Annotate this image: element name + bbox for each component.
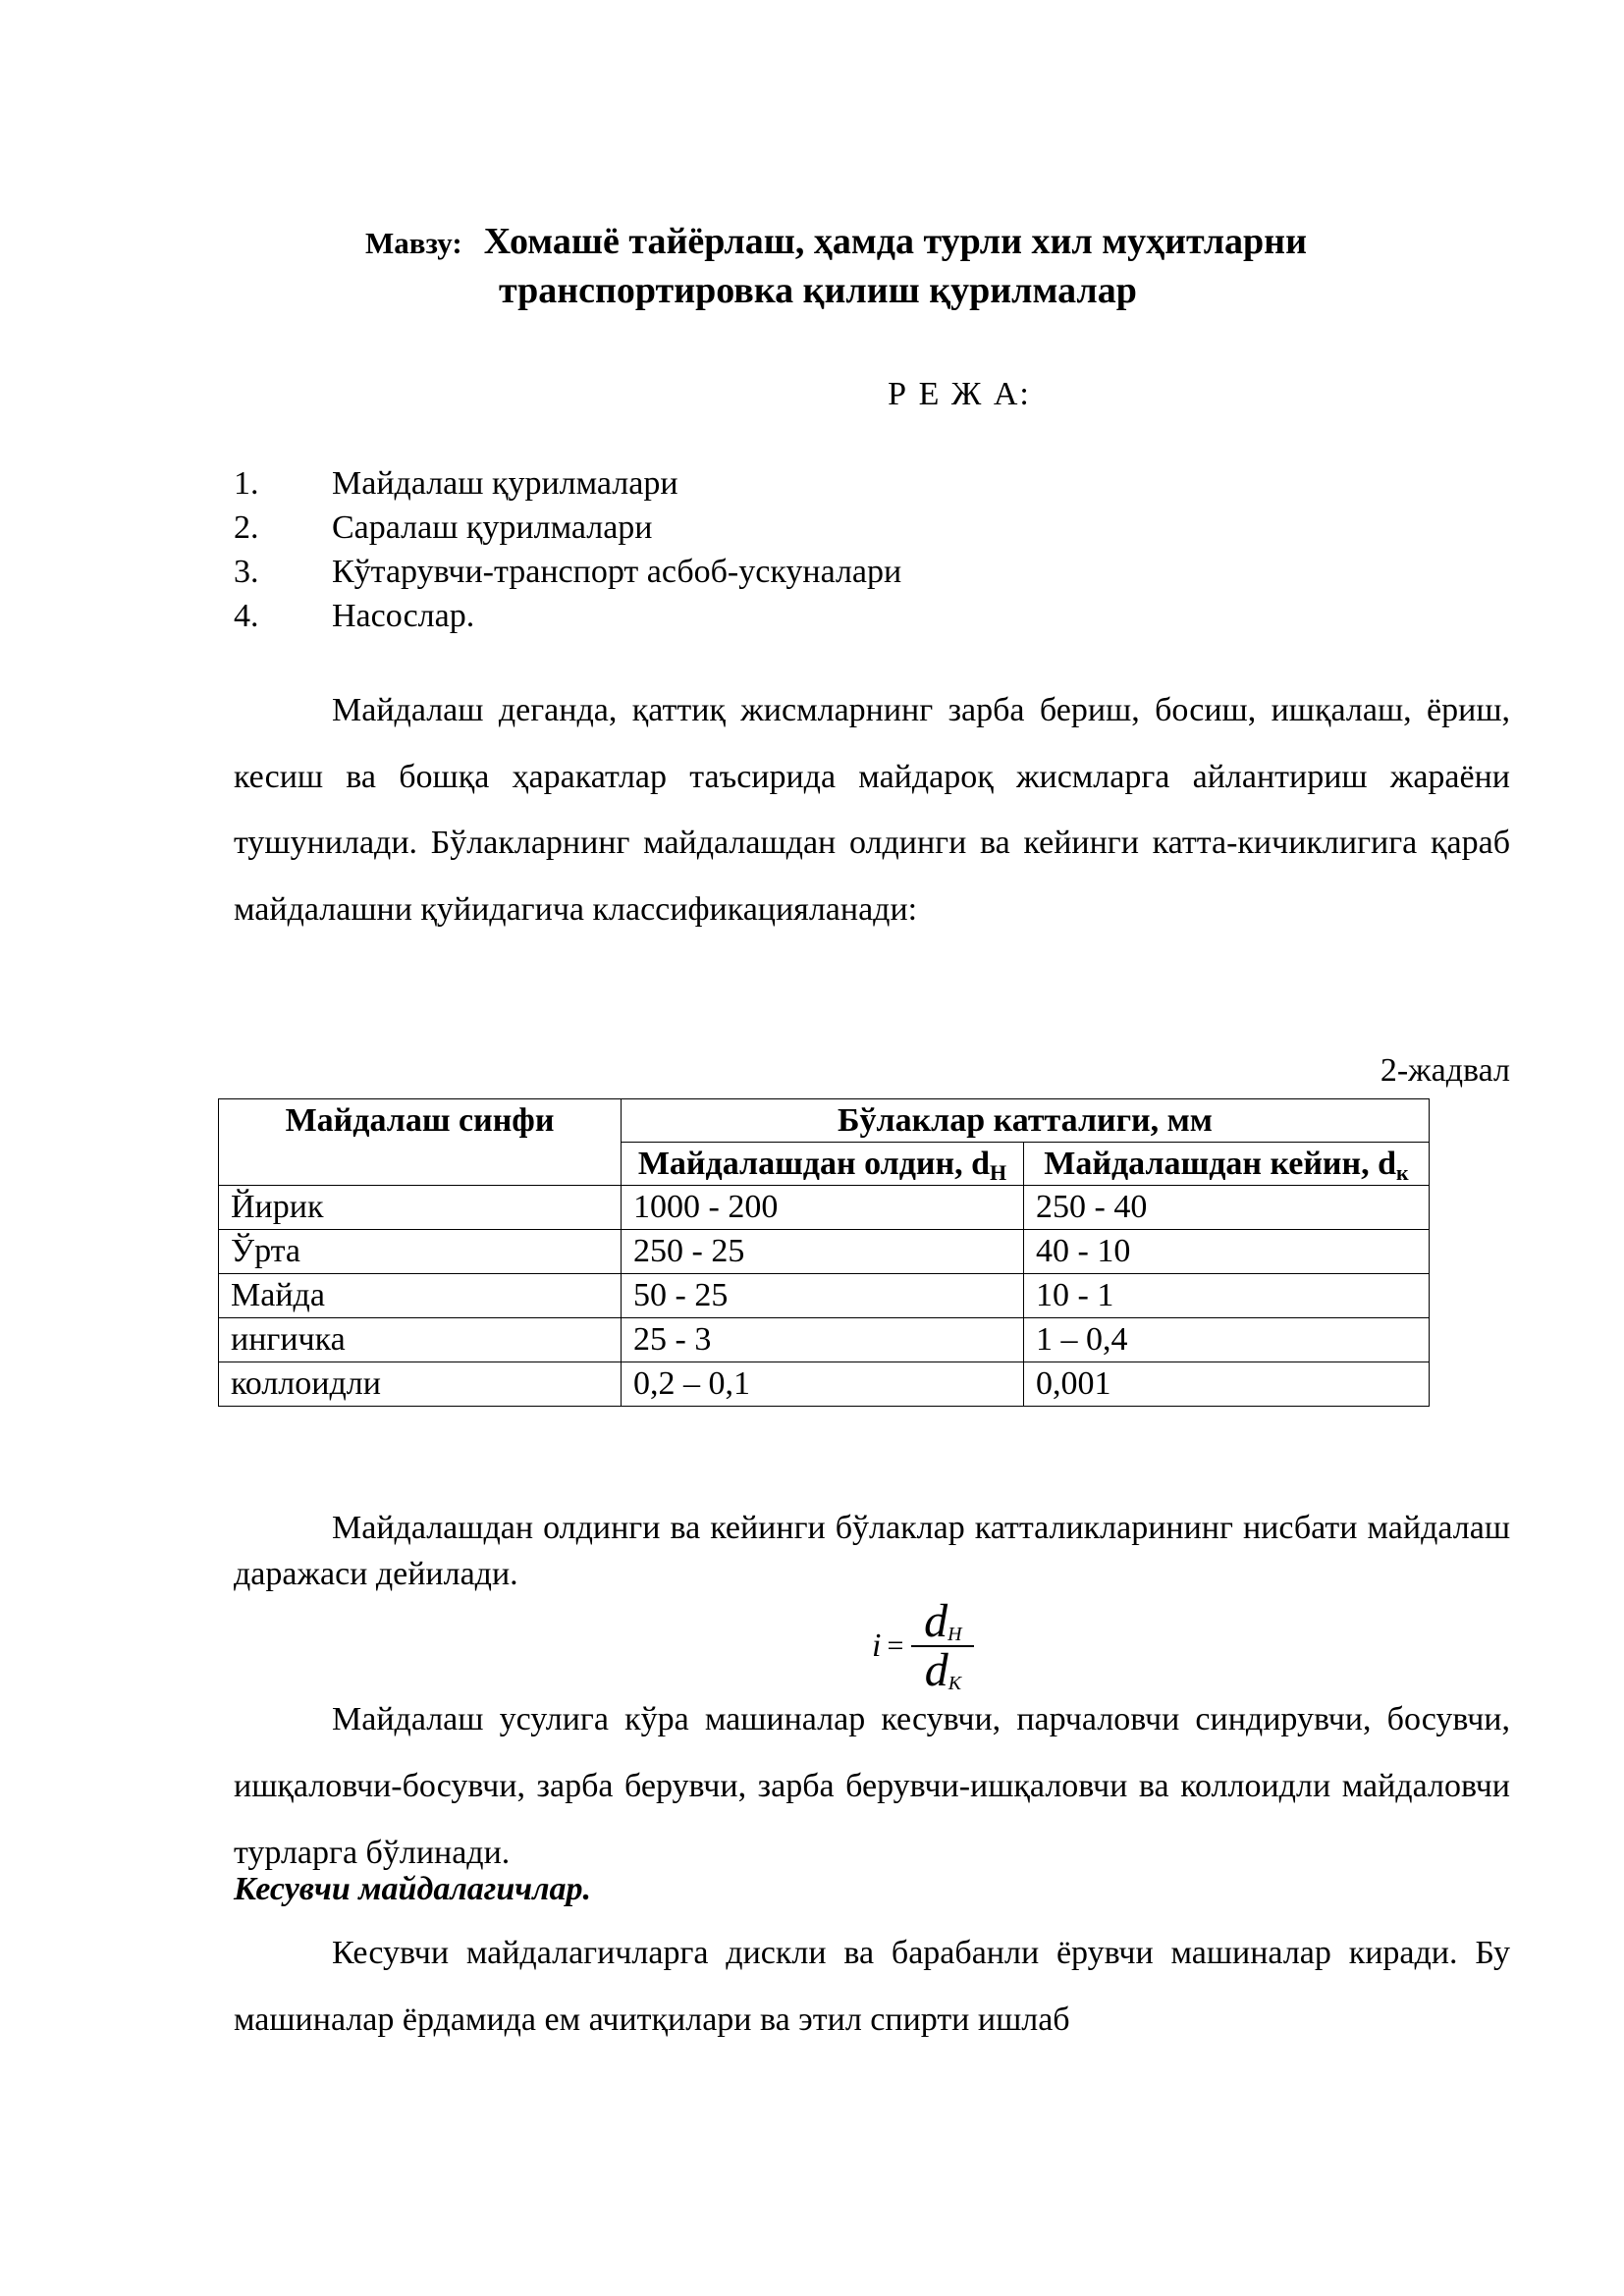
plan-item-number: 1. (234, 465, 259, 502)
paragraph-text: Майдалаш усулига кўра машиналар кесувчи, парчаловчи синдирувчи, босувчи, ишқаловчи-босувчи, зарба берувчи, зарба берувчи-ишқаловчи ва коллоидли майдаловчи турларга бўлинади. (234, 1701, 1510, 1871)
cell-before: 0,2 – 0,1 (622, 1362, 1024, 1407)
cell-class: Ўрта (219, 1230, 622, 1274)
plan-item-number: 2. (234, 509, 259, 546)
plan-item-number: 4. (234, 598, 259, 634)
cell-class: Йирик (219, 1186, 622, 1230)
formula-denominator: $d_К$ (924, 1644, 962, 1696)
cell-class: коллоидли (219, 1362, 622, 1407)
table-row (219, 1230, 1430, 1274)
paragraph-cutting-crushers (234, 1920, 1510, 2054)
cell-class: ингичка (219, 1318, 622, 1362)
paragraph-ratio (234, 1505, 1510, 1597)
document-title (365, 220, 1524, 312)
header-fragment-size: Бўлаклар катталиги, мм (622, 1099, 1430, 1143)
cell-before: 50 - 25 (622, 1274, 1024, 1318)
paragraph-definition (234, 677, 1510, 942)
header-crushing-class: Майдалаш синфи (219, 1099, 622, 1186)
table-row (219, 1274, 1430, 1318)
section-subheading: Кесувчи майдалагичлар. (234, 1871, 592, 1907)
plan-item-text: Саралаш қурилмалари (332, 509, 653, 546)
crushing-classes-table (218, 1098, 1430, 1407)
formula-fraction (911, 1595, 974, 1696)
table-row (219, 1186, 1430, 1230)
cell-after: 40 - 10 (1024, 1230, 1430, 1274)
cell-after: 10 - 1 (1024, 1274, 1430, 1318)
header-before-crushing: Майдалашдан олдин, $d_Н$ (622, 1143, 1024, 1186)
title-line-2: транспортировка қилиш қурилмалар (499, 270, 1137, 311)
paragraph-text: Кесувчи майдалагичларга дискли ва барабанли ёрувчи машиналар киради. Бу машиналар ёрдамида ем ачитқилари ва этил спирти ишлаб (234, 1935, 1510, 2038)
plan-item (234, 550, 901, 594)
crushing-ratio-formula (872, 1595, 974, 1696)
cell-class: Майда (219, 1274, 622, 1318)
table-caption: 2-жадвал (1380, 1052, 1510, 1089)
cell-before: 250 - 25 (622, 1230, 1024, 1274)
paragraph-text: Майдалашдан олдинги ва кейинги бўлаклар катталикларининг нисбати майдалаш даражаси дейилади. (234, 1510, 1510, 1592)
plan-item-text: Насослар. (332, 598, 475, 634)
formula-equals: = (887, 1629, 904, 1662)
plan-item-number: 3. (234, 554, 259, 590)
plan-item-text: Майдалаш қурилмалари (332, 465, 678, 502)
cell-after: 250 - 40 (1024, 1186, 1430, 1230)
plan-item-text: Кўтарувчи-транспорт асбоб-ускуналари (332, 554, 902, 590)
paragraph-text: Майдалаш деганда, қаттиқ жисмларнинг зарба бериш, босиш, ишқалаш, ёриш, кесиш ва бошқа ҳаракатлар таъсирида майдароқ жисмларга айлантириш жараёни тушунилади. Бўлакларнинг майдалашдан олдинги ва кейинги катта-кичиклигига қараб майдалашни қуйидагича классификацияланади: (234, 692, 1510, 928)
table-row (219, 1362, 1430, 1407)
cell-after: 0,001 (1024, 1362, 1430, 1407)
table-header-row (219, 1099, 1430, 1143)
plan-list (234, 461, 901, 638)
cell-after: 1 – 0,4 (1024, 1318, 1430, 1362)
cell-before: 25 - 3 (622, 1318, 1024, 1362)
formula-lhs: i (872, 1628, 882, 1664)
formula-numerator: $d_Н$ (924, 1595, 962, 1647)
table-row (219, 1318, 1430, 1362)
plan-item (234, 461, 901, 506)
plan-item (234, 506, 901, 550)
title-line-1: Хомашё тайёрлаш, ҳамда турли хил муҳитларни (483, 221, 1307, 262)
cell-before: 1000 - 200 (622, 1186, 1024, 1230)
title-prefix: Мавзу: (365, 226, 462, 260)
header-after-crushing: Майдалашдан кейин, $d_к$ (1024, 1143, 1430, 1186)
plan-item (234, 594, 901, 638)
plan-heading: Р Е Ж А: (888, 376, 1031, 412)
paragraph-machine-types (234, 1686, 1510, 1887)
